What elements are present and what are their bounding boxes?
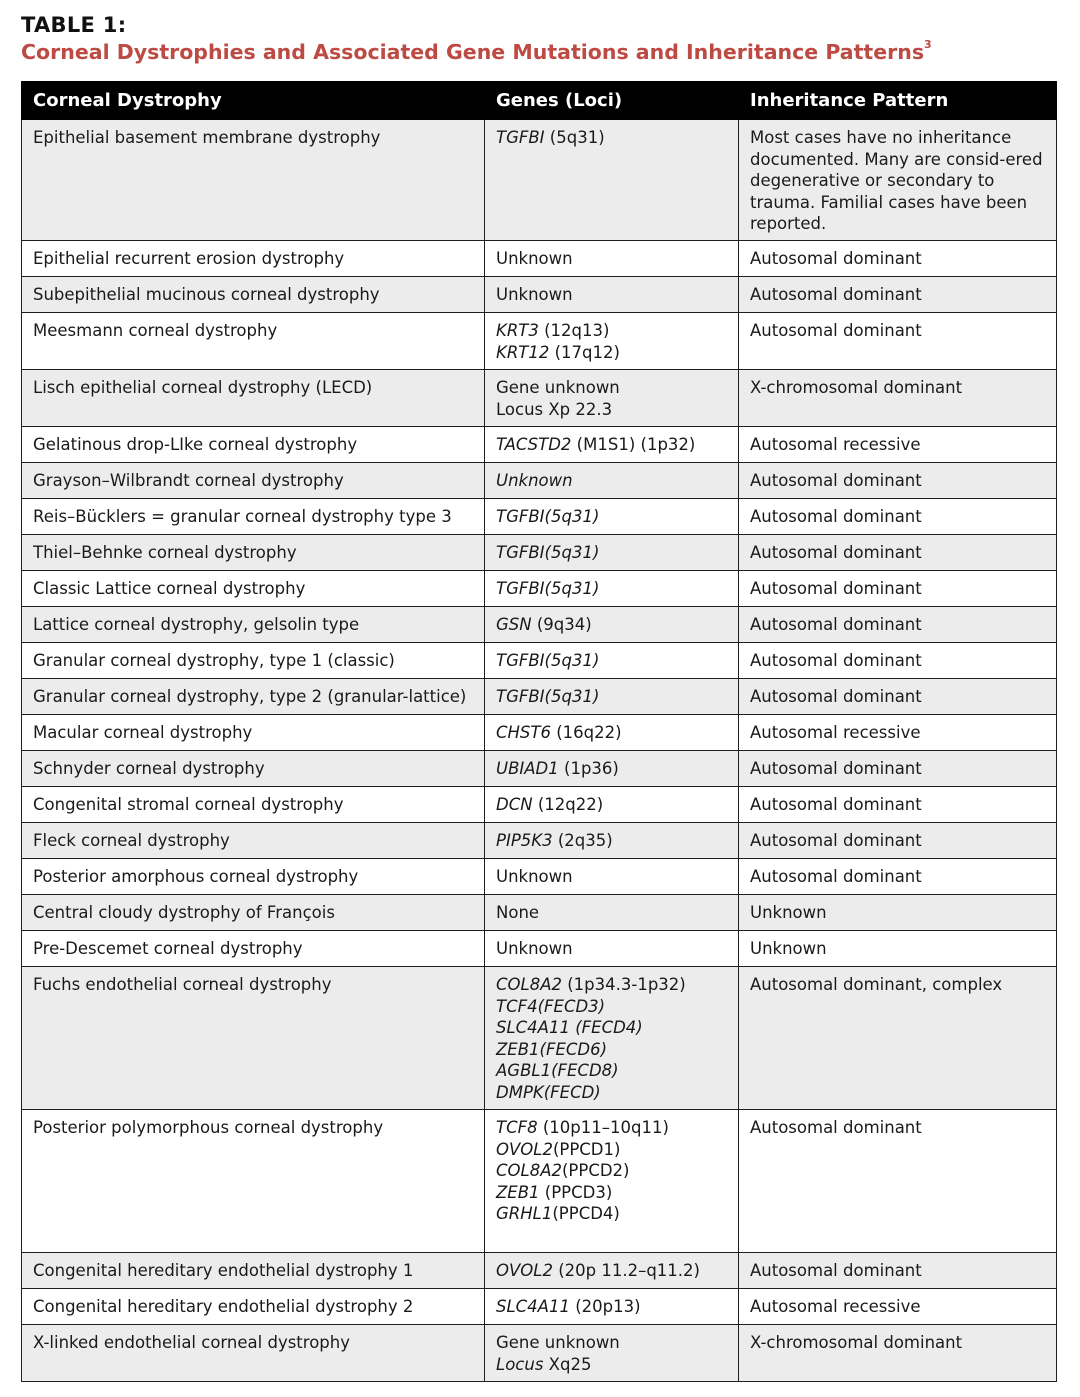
gene-line	[496, 1117, 727, 1139]
dystrophy-table	[21, 81, 1057, 1382]
cell-inheritance: Autosomal dominant	[739, 643, 1057, 679]
cell-genes	[485, 751, 739, 787]
header-inheritance-pattern: Inheritance Pattern	[739, 82, 1057, 120]
cell-dystrophy: Macular corneal dystrophy	[22, 715, 485, 751]
table-row	[22, 751, 1057, 787]
cell-dystrophy: Fuchs endothelial corneal dystrophy	[22, 967, 485, 1110]
cell-dystrophy: Pre-Descemet corneal dystrophy	[22, 931, 485, 967]
gene-symbol: TGFBI	[496, 128, 545, 147]
cell-genes	[485, 931, 739, 967]
cell-dystrophy: Fleck corneal dystrophy	[22, 823, 485, 859]
gene-symbol: TGFBI(5q31)	[496, 651, 600, 670]
gene-line	[496, 974, 727, 996]
gene-symbol: SLC4A11 (FECD4)	[496, 1018, 643, 1037]
gene-line	[496, 470, 727, 492]
table-row	[22, 787, 1057, 823]
cell-genes	[485, 715, 739, 751]
cell-genes	[485, 313, 739, 370]
cell-inheritance: Autosomal dominant	[739, 607, 1057, 643]
cell-inheritance: Autosomal dominant	[739, 1253, 1057, 1289]
gene-locus: Unknown	[496, 285, 573, 304]
gene-line	[496, 342, 727, 364]
cell-inheritance: Autosomal dominant	[739, 535, 1057, 571]
cell-inheritance: Autosomal dominant	[739, 751, 1057, 787]
gene-line	[496, 686, 727, 708]
cell-inheritance: Autosomal recessive	[739, 715, 1057, 751]
table-row	[22, 277, 1057, 313]
table-title	[21, 40, 932, 64]
gene-symbol: GSN	[496, 615, 532, 634]
table-row	[22, 895, 1057, 931]
gene-line	[496, 434, 727, 456]
cell-dystrophy: Central cloudy dystrophy of François	[22, 895, 485, 931]
table-row	[22, 499, 1057, 535]
gene-locus: (17q12)	[549, 342, 620, 362]
gene-line	[496, 794, 727, 816]
cell-inheritance: Autosomal dominant	[739, 463, 1057, 499]
cell-genes	[485, 463, 739, 499]
gene-line	[496, 830, 727, 852]
cell-genes	[485, 787, 739, 823]
cell-genes	[485, 120, 739, 241]
table-row	[22, 1325, 1057, 1382]
table-row	[22, 967, 1057, 1110]
cell-dystrophy: Reis–Bücklers = granular corneal dystrophy type 3	[22, 499, 485, 535]
gene-line	[496, 938, 727, 960]
gene-line	[496, 377, 727, 399]
gene-line	[496, 1082, 727, 1104]
gene-locus: (PPCD3)	[539, 1182, 613, 1202]
cell-genes	[485, 1110, 739, 1253]
gene-line	[496, 1060, 727, 1082]
cell-genes	[485, 535, 739, 571]
table-row	[22, 715, 1057, 751]
cell-dystrophy: Epithelial basement membrane dystrophy	[22, 120, 485, 241]
table-header-row	[22, 82, 1057, 120]
cell-genes	[485, 607, 739, 643]
cell-dystrophy: Posterior polymorphous corneal dystrophy	[22, 1110, 485, 1253]
gene-line	[496, 1296, 727, 1318]
gene-line	[496, 722, 727, 744]
cell-genes	[485, 499, 739, 535]
gene-symbol: TACSTD2	[496, 435, 572, 454]
gene-line	[496, 248, 727, 270]
gene-line	[496, 320, 727, 342]
table-row	[22, 931, 1057, 967]
gene-symbol: Locus	[496, 1354, 544, 1374]
gene-symbol: COL8A2	[496, 1161, 562, 1180]
cell-inheritance: Autosomal recessive	[739, 1289, 1057, 1325]
cell-genes	[485, 241, 739, 277]
table-row	[22, 679, 1057, 715]
gene-symbol: Unknown	[496, 471, 573, 490]
gene-symbol: DCN	[496, 795, 533, 814]
cell-inheritance: Autosomal dominant	[739, 313, 1057, 370]
table-title-text: Corneal Dystrophies and Associated Gene Mutations and Inheritance Patterns	[21, 40, 925, 64]
gene-line	[496, 506, 727, 528]
gene-symbol: UBIAD1	[496, 759, 559, 778]
table-row	[22, 535, 1057, 571]
table-label: TABLE 1:	[21, 13, 127, 37]
cell-dystrophy: Posterior amorphous corneal dystrophy	[22, 859, 485, 895]
table-row	[22, 370, 1057, 427]
cell-dystrophy: Gelatinous drop-LIke corneal dystrophy	[22, 427, 485, 463]
gene-locus: (1p36)	[558, 759, 619, 778]
gene-line	[496, 1039, 727, 1061]
cell-inheritance: Autosomal dominant	[739, 823, 1057, 859]
cell-dystrophy: Subepithelial mucinous corneal dystrophy	[22, 277, 485, 313]
gene-symbol: SLC4A11	[496, 1297, 570, 1316]
cell-genes	[485, 571, 739, 607]
cell-genes	[485, 643, 739, 679]
gene-symbol: TCF4(FECD3)	[496, 996, 606, 1016]
cell-inheritance: Autosomal dominant	[739, 679, 1057, 715]
gene-locus: (M1S1) (1p32)	[571, 435, 696, 454]
gene-locus: None	[496, 903, 540, 922]
header-genes-loci: Genes (Loci)	[485, 82, 739, 120]
cell-genes	[485, 277, 739, 313]
gene-locus: (PPCD4)	[552, 1204, 620, 1223]
gene-locus: (1p34.3-1p32)	[561, 975, 686, 994]
gene-locus: Gene unknown	[496, 378, 620, 397]
gene-locus: (16q22)	[550, 723, 622, 742]
cell-dystrophy: Grayson–Wilbrandt corneal dystrophy	[22, 463, 485, 499]
gene-symbol: TGFBI(5q31)	[496, 687, 600, 706]
cell-genes	[485, 370, 739, 427]
gene-locus: Locus Xp 22.3	[496, 399, 613, 419]
gene-locus: (2q35)	[552, 831, 613, 850]
gene-line	[496, 127, 727, 149]
gene-symbol: CHST6	[496, 723, 551, 742]
table-row	[22, 463, 1057, 499]
cell-dystrophy: Classic Lattice corneal dystrophy	[22, 571, 485, 607]
gene-locus: (20p13)	[569, 1297, 641, 1316]
cell-dystrophy: Congenital hereditary endothelial dystrophy 1	[22, 1253, 485, 1289]
cell-genes	[485, 1289, 739, 1325]
cell-genes	[485, 1253, 739, 1289]
cell-dystrophy: Thiel–Behnke corneal dystrophy	[22, 535, 485, 571]
cell-dystrophy: Congenital stromal corneal dystrophy	[22, 787, 485, 823]
cell-inheritance: Unknown	[739, 895, 1057, 931]
gene-line	[496, 1332, 727, 1354]
gene-symbol: OVOL2	[496, 1261, 553, 1280]
table-row	[22, 571, 1057, 607]
gene-line	[496, 1017, 727, 1039]
gene-locus: (PPCD2)	[561, 1161, 630, 1180]
gene-line	[496, 902, 727, 924]
gene-line	[496, 1203, 727, 1225]
cell-dystrophy: Schnyder corneal dystrophy	[22, 751, 485, 787]
gene-line	[496, 1182, 727, 1204]
cell-dystrophy: Granular corneal dystrophy, type 2 (granular-lattice)	[22, 679, 485, 715]
cell-inheritance: Unknown	[739, 931, 1057, 967]
gene-symbol: TCF8	[496, 1118, 538, 1137]
gene-line	[496, 866, 727, 888]
cell-genes	[485, 1325, 739, 1382]
gene-symbol: GRHL1	[496, 1204, 553, 1223]
table-row	[22, 607, 1057, 643]
gene-line	[496, 1160, 727, 1182]
gene-symbol: KRT12	[496, 342, 550, 362]
gene-locus: Unknown	[496, 249, 573, 268]
gene-line	[496, 1354, 727, 1376]
cell-inheritance: X-chromosomal dominant	[739, 1325, 1057, 1382]
gene-symbol: ZEB1	[496, 1182, 540, 1202]
title-reference: 3	[924, 38, 932, 51]
gene-locus: (PPCD1)	[552, 1139, 621, 1159]
gene-locus: (5q31)	[544, 128, 605, 147]
gene-line	[496, 399, 727, 421]
gene-locus: Gene unknown	[496, 1333, 620, 1352]
gene-symbol: DMPK(FECD)	[496, 1082, 601, 1102]
gene-symbol: OVOL2	[496, 1139, 553, 1159]
gene-line	[496, 1139, 727, 1161]
gene-symbol: COL8A2	[496, 975, 562, 994]
table-row	[22, 313, 1057, 370]
cell-inheritance: Autosomal dominant	[739, 571, 1057, 607]
cell-genes	[485, 427, 739, 463]
gene-symbol: TGFBI(5q31)	[496, 543, 600, 562]
cell-genes	[485, 859, 739, 895]
gene-line	[496, 996, 727, 1018]
gene-line	[496, 578, 727, 600]
cell-dystrophy: Granular corneal dystrophy, type 1 (classic)	[22, 643, 485, 679]
cell-inheritance: Most cases have no inheritance documented. Many are consid-ered degenerative or secondary to trauma. Familial cases have been reported.	[739, 120, 1057, 241]
gene-line	[496, 284, 727, 306]
gene-symbol: PIP5K3	[496, 831, 553, 850]
cell-genes	[485, 895, 739, 931]
gene-line	[496, 542, 727, 564]
cell-inheritance: Autosomal dominant	[739, 241, 1057, 277]
cell-dystrophy: Lattice corneal dystrophy, gelsolin type	[22, 607, 485, 643]
gene-locus: Xq25	[543, 1354, 592, 1374]
cell-inheritance: Autosomal dominant, complex	[739, 967, 1057, 1110]
cell-dystrophy: Congenital hereditary endothelial dystrophy 2	[22, 1289, 485, 1325]
cell-genes	[485, 679, 739, 715]
table-row	[22, 859, 1057, 895]
gene-locus: (9q34)	[531, 615, 592, 634]
gene-locus: (12q22)	[532, 795, 604, 814]
cell-dystrophy: Meesmann corneal dystrophy	[22, 313, 485, 370]
table-row	[22, 1253, 1057, 1289]
gene-line	[496, 650, 727, 672]
cell-inheritance: Autosomal dominant	[739, 499, 1057, 535]
cell-genes	[485, 967, 739, 1110]
table-row	[22, 241, 1057, 277]
cell-dystrophy: Lisch epithelial corneal dystrophy (LECD)	[22, 370, 485, 427]
cell-inheritance: X-chromosomal dominant	[739, 370, 1057, 427]
gene-locus: Unknown	[496, 867, 573, 886]
gene-locus: (12q13)	[538, 321, 610, 340]
table-row	[22, 823, 1057, 859]
cell-inheritance: Autosomal dominant	[739, 277, 1057, 313]
gene-symbol: AGBL1(FECD8)	[496, 1061, 619, 1080]
table-body	[22, 120, 1057, 1382]
gene-symbol: ZEB1(FECD6)	[496, 1039, 608, 1059]
gene-locus: Unknown	[496, 939, 573, 958]
table-row	[22, 120, 1057, 241]
header-corneal-dystrophy: Corneal Dystrophy	[22, 82, 485, 120]
cell-inheritance: Autosomal dominant	[739, 787, 1057, 823]
gene-line	[496, 614, 727, 636]
table-row	[22, 643, 1057, 679]
gene-symbol: KRT3	[496, 321, 539, 340]
cell-dystrophy: Epithelial recurrent erosion dystrophy	[22, 241, 485, 277]
gene-line	[496, 1260, 727, 1282]
cell-inheritance: Autosomal recessive	[739, 427, 1057, 463]
cell-dystrophy: X-linked endothelial corneal dystrophy	[22, 1325, 485, 1382]
table-row	[22, 1289, 1057, 1325]
table-row	[22, 1110, 1057, 1253]
cell-genes	[485, 823, 739, 859]
table-row	[22, 427, 1057, 463]
cell-inheritance: Autosomal dominant	[739, 1110, 1057, 1253]
gene-locus: (10p11–10q11)	[537, 1118, 669, 1137]
gene-line	[496, 758, 727, 780]
gene-symbol: TGFBI(5q31)	[496, 507, 600, 526]
gene-symbol: TGFBI(5q31)	[496, 579, 600, 598]
gene-locus: (20p 11.2–q11.2)	[552, 1261, 700, 1280]
cell-inheritance: Autosomal dominant	[739, 859, 1057, 895]
